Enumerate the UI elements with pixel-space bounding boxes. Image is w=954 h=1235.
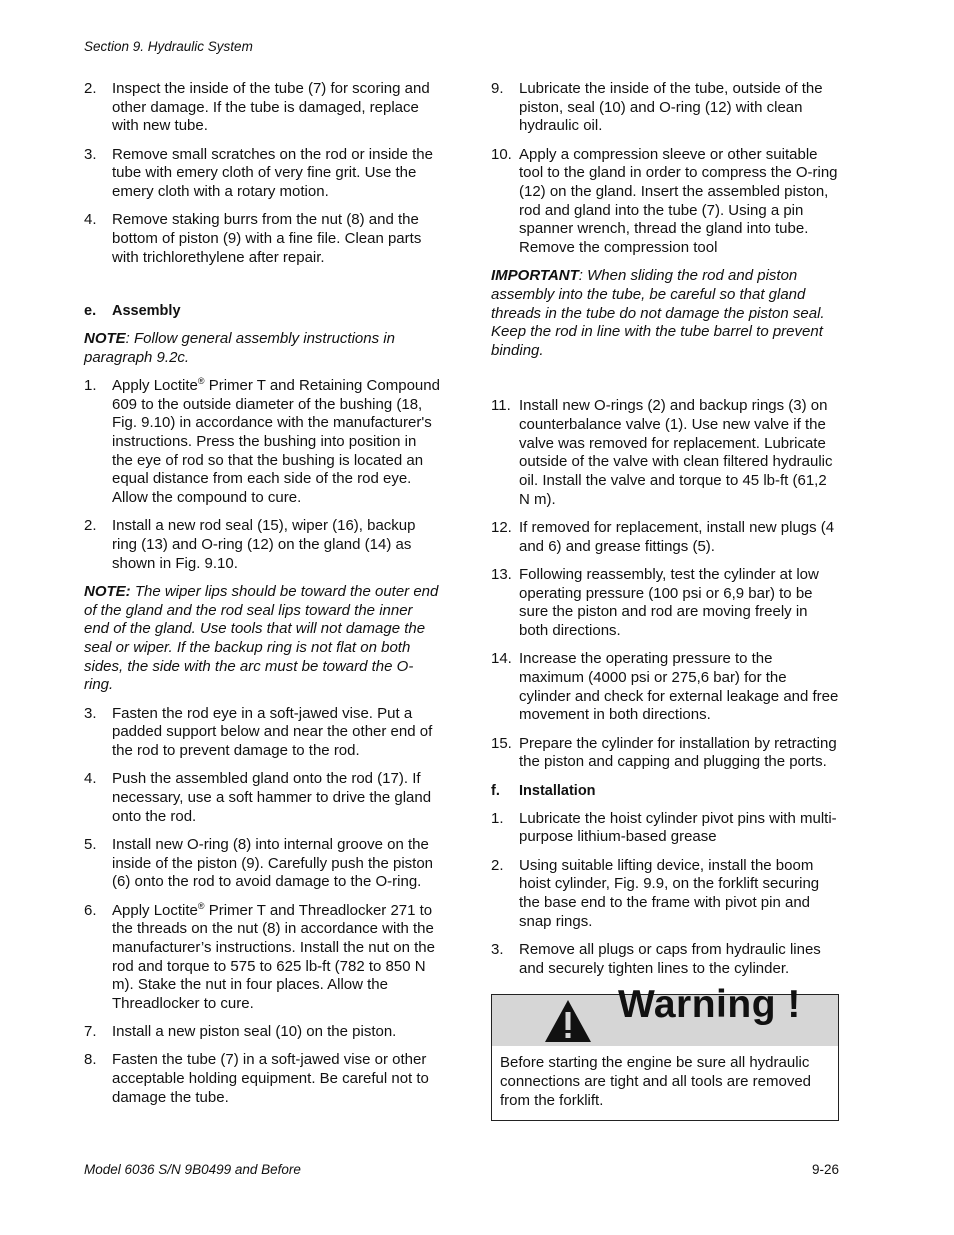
assembly-heading [84, 302, 440, 321]
item-number: 3. [84, 704, 97, 722]
item-number: 14. [491, 650, 512, 668]
item-number: 10. [491, 145, 512, 163]
list-item [84, 836, 440, 892]
final-assembly-steps [491, 397, 839, 772]
warning-text: Before starting the engine be sure all hydraulic connections are tight and all tools are removed from the forklift. [500, 1054, 812, 1109]
item-number: 12. [491, 519, 512, 537]
important-text: : When sliding the rod and piston assembly into the tube, be careful so that gland threads in the tube do not damage the piston seal. Keep the rod in line with the tube barrel to prevent binding. [491, 267, 825, 360]
item-text: Install a new rod seal (15), wiper (16), backup ring (13) and O-ring (12) on the gland (14) as shown in Fig. 9.10. [112, 517, 416, 572]
item-number: 11. [491, 397, 511, 415]
list-item [491, 735, 839, 772]
installation-letter: f. [491, 782, 500, 799]
item-number: 6. [84, 901, 97, 919]
item-text: Inspect the inside of the tube (7) for scoring and other damage. If the tube is damaged, replace with new tube. [112, 80, 430, 135]
footer-model: Model 6036 S/N 9B0499 and Before [84, 1162, 301, 1177]
note-label: NOTE: [84, 582, 131, 600]
item-text: Fasten the rod eye in a soft-jawed vise. Put a padded support below and near the other end of the rod to prevent damage to the rod. [112, 704, 433, 760]
important-note [491, 267, 839, 361]
item-text: Remove all plugs or caps from hydraulic lines and securely tighten lines to the cylinder. [519, 940, 821, 977]
warning-box [491, 983, 839, 1121]
list-item [84, 1023, 440, 1042]
item-number: 4. [84, 211, 97, 229]
important-label: IMPORTANT [491, 267, 579, 285]
item-text: Increase the operating pressure to the maximum (4000 psi or 275,6 bar) for the cylinder and check for external leakage and free movement in both directions. [519, 650, 839, 724]
list-item [491, 810, 839, 847]
note-wiper [84, 583, 440, 695]
item-number: 3. [491, 940, 504, 958]
item-number: 2. [84, 517, 97, 535]
list-item [491, 519, 839, 556]
assembly-steps-cont [491, 80, 839, 258]
text-part: Apply Loctite [112, 376, 198, 394]
list-item [491, 941, 839, 978]
item-number: 4. [84, 770, 97, 788]
list-item [84, 1051, 440, 1107]
item-number: 3. [84, 145, 97, 163]
item-text: Using suitable lifting device, install the boom hoist cylinder, Fig. 9.9, on the forklift securing the base end to the frame with pivot pin and snap rings. [519, 856, 820, 930]
item-text: Remove staking burrs from the nut (8) and the bottom of piston (9) with a fine file. Clean parts with trichlorethylene after repair. [112, 211, 422, 266]
item-text: Install new O-rings (2) and backup rings (3) on counterbalance valve (1). Use new valve if the valve was removed for replacement. Lubricate outside of the valve with clean filtered hydraulic oil. Install the valve and torque to 45 lb-ft (61,2 N m). [519, 397, 833, 508]
inspection-steps [84, 80, 440, 267]
list-item [491, 80, 839, 136]
list-item [84, 80, 440, 136]
item-text: If removed for replacement, install new plugs (4 and 6) and grease fittings (5). [519, 519, 835, 555]
item-number: 8. [84, 1051, 97, 1069]
installation-steps [491, 810, 839, 979]
item-text: Lubricate the hoist cylinder pivot pins with multi-purpose lithium-based grease [519, 809, 837, 846]
item-number: 1. [491, 809, 504, 827]
item-text [112, 377, 440, 508]
text-part: Apply Loctite [112, 901, 198, 919]
assembly-steps-end [84, 1023, 440, 1107]
list-item [491, 146, 839, 258]
list-item [84, 517, 440, 573]
item-number: 2. [84, 80, 97, 97]
warning-title: Warning ! [618, 983, 801, 1027]
item-text: Prepare the cylinder for installation by retracting the piston and capping and plugging the ports. [519, 734, 837, 771]
item-text [112, 902, 440, 1014]
list-item [491, 566, 839, 641]
note-assembly [84, 330, 440, 367]
item-text: Push the assembled gland onto the rod (17). If necessary, use a soft hammer to drive the gland onto the rod. [112, 770, 432, 825]
left-column [84, 80, 440, 1117]
item-number: 7. [84, 1023, 97, 1041]
item-text: Lubricate the inside of the tube, outside of the piston, seal (10) and O-ring (12) with clean hydraulic oil. [519, 80, 823, 135]
note-label: NOTE [84, 330, 126, 348]
item-text: Remove small scratches on the rod or inside the tube with emery cloth of very fine grit. Use the emery cloth with a rotary motion. [112, 145, 433, 201]
note-text: The wiper lips should be toward the outer end of the gland and the rod seal lips toward the inner end of the gland. Use tools that will not damage the seal or wiper. If the backup ring is not flat on both sides, the side with the arc must be toward the O-ring. [84, 582, 439, 694]
assembly-title: Assembly [112, 302, 181, 319]
item-number: 13. [491, 565, 512, 583]
registered-mark: ® [197, 375, 205, 386]
assembly-letter: e. [84, 302, 97, 319]
footer-page-number: 9-26 [812, 1162, 840, 1177]
list-item [84, 902, 440, 1014]
registered-mark: ® [197, 900, 205, 911]
item-text: Install a new piston seal (10) on the piston. [112, 1023, 397, 1041]
item-number: 15. [491, 734, 512, 752]
right-column [491, 80, 839, 1121]
item-number: 9. [491, 80, 504, 97]
item-text: Apply a compression sleeve or other suitable tool to the gland in order to compress the O-ring (12) on the gland. Insert the assembled piston, rod and gland into the tube (7). Using a pin spanner wrench, thread the gland into tube. Remove the compression tool [519, 145, 838, 257]
list-item [491, 857, 839, 932]
installation-heading [491, 782, 839, 801]
item-number: 5. [84, 835, 97, 853]
text-part: Primer T and Retaining Compound 609 to the outside diameter of the bushing (18, Fig. 9.10) in accordance with the manufacturer's instructions. Press the bushing into position in the eye of rod so that the bushing is located an equal distance from each side of the rod eye. Allow the compound to cure. [112, 376, 440, 507]
warning-triangle-icon [543, 998, 593, 1044]
list-item [84, 211, 440, 267]
list-item [491, 397, 839, 509]
text-part: Primer T and Threadlocker 271 to the threads on the nut (8) in accordance with the manufacturer’s instructions. Install the nut on the rod and torque to 575 to 625 lb-ft (782 to 850 N m). Stake the nut in four places. Allow the Threadlocker to cure. [112, 901, 435, 1013]
warning-header [492, 983, 838, 1046]
item-text: Install new O-ring (8) into internal groove on the inside of the piston (9). Carefully push the piston (6) onto the rod to avoid damage to the O-ring. [112, 835, 434, 891]
item-number: 2. [491, 856, 504, 874]
list-item [84, 377, 440, 508]
list-item [84, 705, 440, 761]
assembly-steps [84, 705, 440, 892]
item-text: Following reassembly, test the cylinder at low operating pressure (100 psi or 6,9 bar) to be sure the piston and rod are moving freely in both directions. [519, 565, 819, 640]
list-item [491, 650, 839, 725]
installation-title: Installation [519, 782, 596, 799]
note-text: : Follow general assembly instructions in paragraph 9.2c. [84, 330, 395, 366]
list-item [84, 770, 440, 826]
list-item [84, 146, 440, 202]
page-header: Section 9. Hydraulic System [84, 39, 253, 54]
item-text: Fasten the tube (7) in a soft-jawed vise or other acceptable holding equipment. Be careful not to damage the tube. [112, 1051, 429, 1106]
item-number: 1. [84, 376, 97, 394]
